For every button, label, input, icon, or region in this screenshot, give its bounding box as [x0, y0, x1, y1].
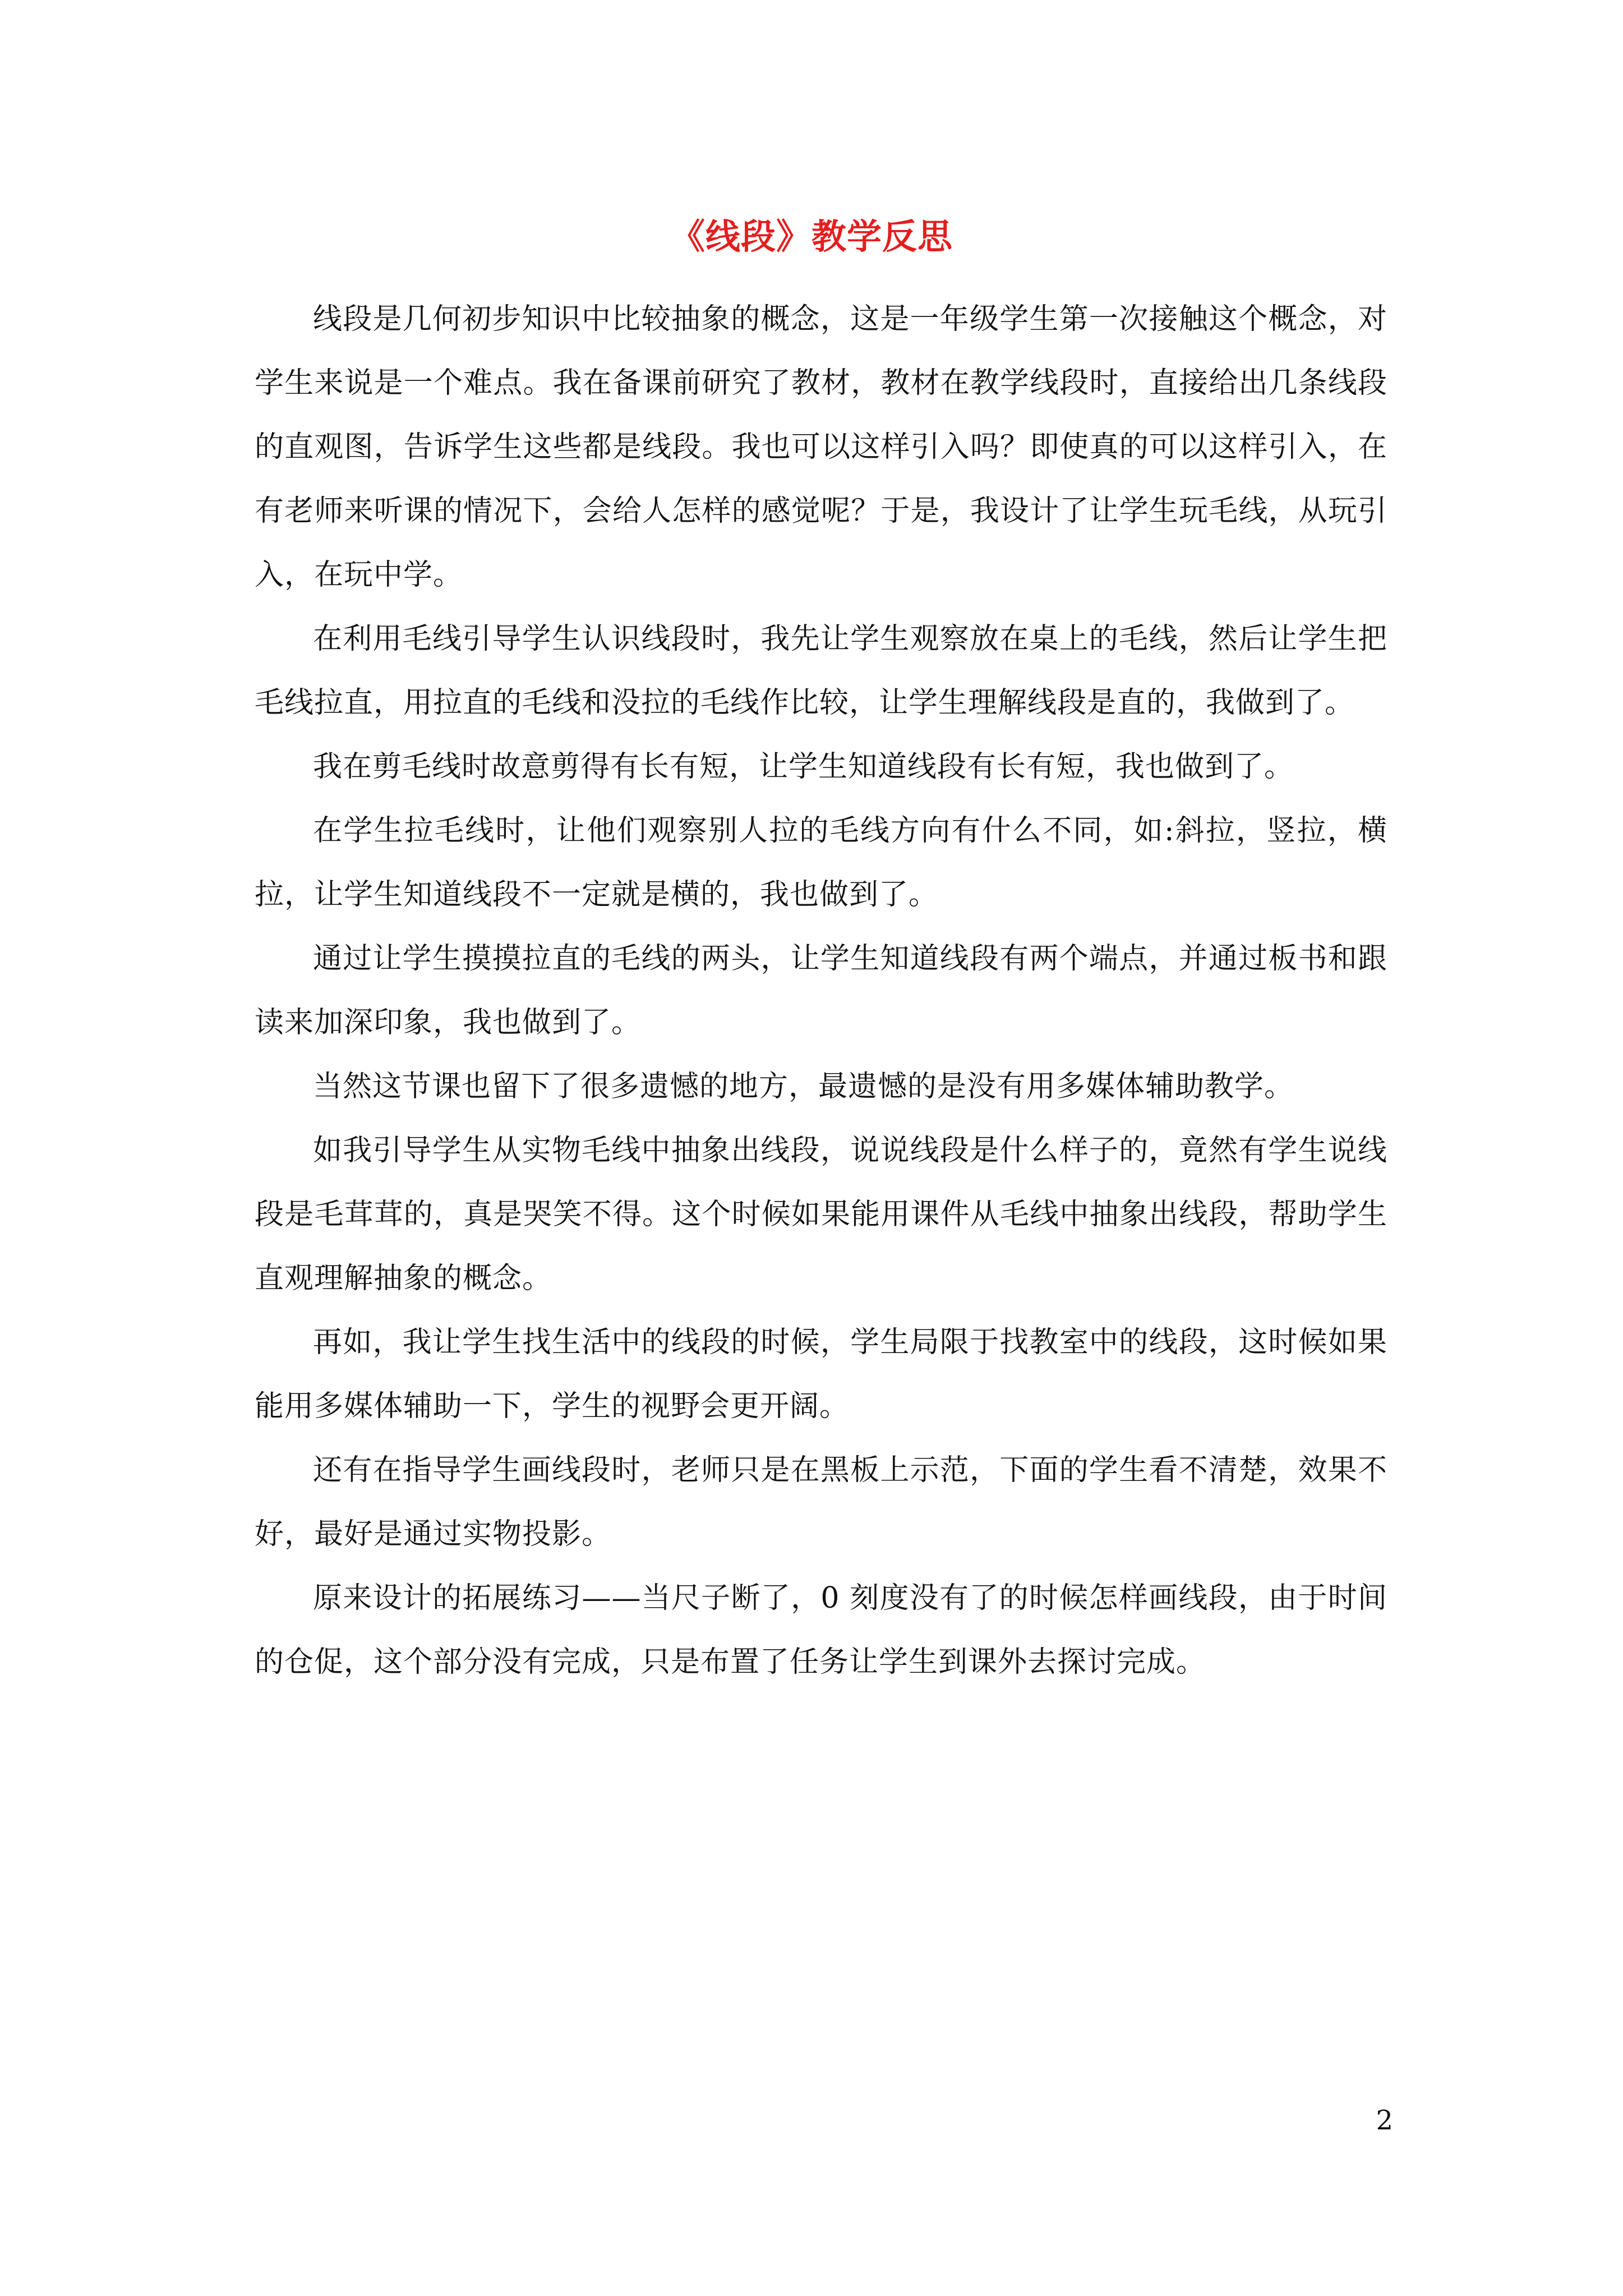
- page-number: 2: [1376, 2105, 1393, 2136]
- document-title: 《线段》教学反思: [670, 216, 953, 257]
- paragraph: 如我引导学生从实物毛线中抽象出线段，说说线段是什么样子的，竟然有学生说线段是毛茸茸的，真是哭笑不得。这个时候如果能用课件从毛线中抽象出线段，帮助学生直观理解抽象的概念。: [255, 1134, 1387, 1295]
- paragraph: 再如，我让学生找生活中的线段的时候，学生局限于找教室中的线段，这时候如果能用多媒体辅助一下，学生的视野会更开阔。: [255, 1326, 1387, 1423]
- paragraph: 原来设计的拓展练习——当尺子断了，0 刻度没有了的时候怎样画线段，由于时间的仓促，这个部分没有完成，只是布置了任务让学生到课外去探讨完成。: [255, 1581, 1387, 1679]
- paragraph: 在利用毛线引导学生认识线段时，我先让学生观察放在桌上的毛线，然后让学生把毛线拉直，用拉直的毛线和没拉的毛线作比较，让学生理解线段是直的，我做到了。: [255, 622, 1387, 720]
- paragraph: 还有在指导学生画线段时，老师只是在黑板上示范，下面的学生看不清楚，效果不好，最好是通过实物投影。: [255, 1453, 1387, 1551]
- document-body: [255, 287, 1387, 1694]
- paragraph: 在学生拉毛线时，让他们观察别人拉的毛线方向有什么不同，如:斜拉，竖拉，横拉，让学生知道线段不一定就是横的，我也做到了。: [255, 814, 1387, 912]
- paragraph: 线段是几何初步知识中比较抽象的概念，这是一年级学生第一次接触这个概念，对学生来说是一个难点。我在备课前研究了教材，教材在教学线段时，直接给出几条线段的直观图，告诉学生这些都是线段。我也可以这样引入吗？即使真的可以这样引入，在有老师来听课的情况下，会给人怎样的感觉呢？于是，我设计了让学生玩毛线，从玩引入，在玩中学。: [255, 302, 1387, 592]
- paragraph: 我在剪毛线时故意剪得有长有短，让学生知道线段有长有短，我也做到了。: [313, 750, 1294, 784]
- paragraph: 当然这节课也留下了很多遗憾的地方，最遗憾的是没有用多媒体辅助教学。: [313, 1070, 1294, 1103]
- paragraph: 通过让学生摸摸拉直的毛线的两头，让学生知道线段有两个端点，并通过板书和跟读来加深印象，我也做到了。: [255, 942, 1387, 1039]
